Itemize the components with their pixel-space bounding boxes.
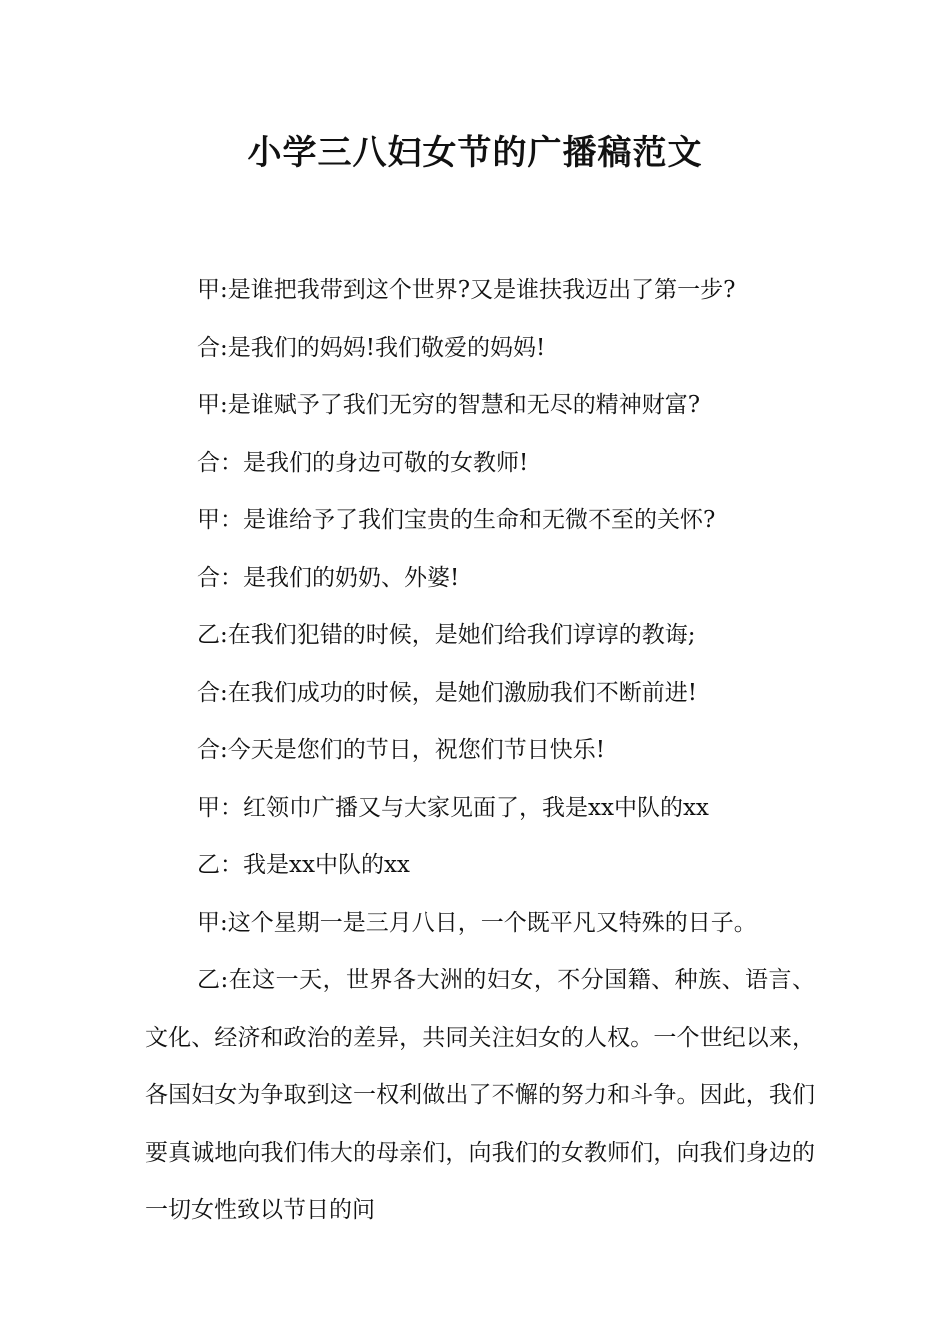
document-body xyxy=(145,262,815,1240)
paragraph-2: 合:是我们的妈妈!我们敬爱的妈妈! xyxy=(197,334,546,361)
document-title: 小学三八妇女节的广播稿范文 xyxy=(247,133,703,173)
paragraph-9: 合:今天是您们的节日，祝您们节日快乐! xyxy=(197,737,605,763)
paragraph-4: 合：是我们的身边可敬的女教师! xyxy=(197,449,529,476)
paragraph-5: 甲：是谁给予了我们宝贵的生命和无微不至的关怀? xyxy=(197,507,716,533)
paragraph-12: 甲:这个星期一是三月八日，一个既平凡又特殊的日子。 xyxy=(197,909,757,936)
paragraph-3: 甲:是谁赋予了我们无穷的智慧和无尽的精神财富? xyxy=(197,392,701,418)
paragraph-11: 乙：我是xx中队的xx xyxy=(197,852,410,878)
paragraph-7: 乙:在我们犯错的时候，是她们给我们谆谆的教诲; xyxy=(197,622,696,648)
paragraph-1: 甲:是谁把我带到这个世界?又是谁扶我迈出了第一步? xyxy=(197,277,736,303)
paragraph-8: 合:在我们成功的时候，是她们激励我们不断前进! xyxy=(197,679,697,706)
paragraph-6: 合：是我们的奶奶、外婆! xyxy=(197,564,460,591)
paragraph-13: 乙:在这一天，世界各大洲的妇女，不分国籍、种族、语言、文化、经济和政治的差异，共同关注妇女的人权。一个世纪以来，各国妇女为争取到这一权利做出了不懈的努力和斗争。因此，我们要真诚地向我们伟大的母亲们，向我们的女教师们，向我们身边的一切女性致以节日的问 xyxy=(145,967,815,1223)
paragraph-10: 甲：红领巾广播又与大家见面了，我是xx中队的xx xyxy=(197,794,709,821)
